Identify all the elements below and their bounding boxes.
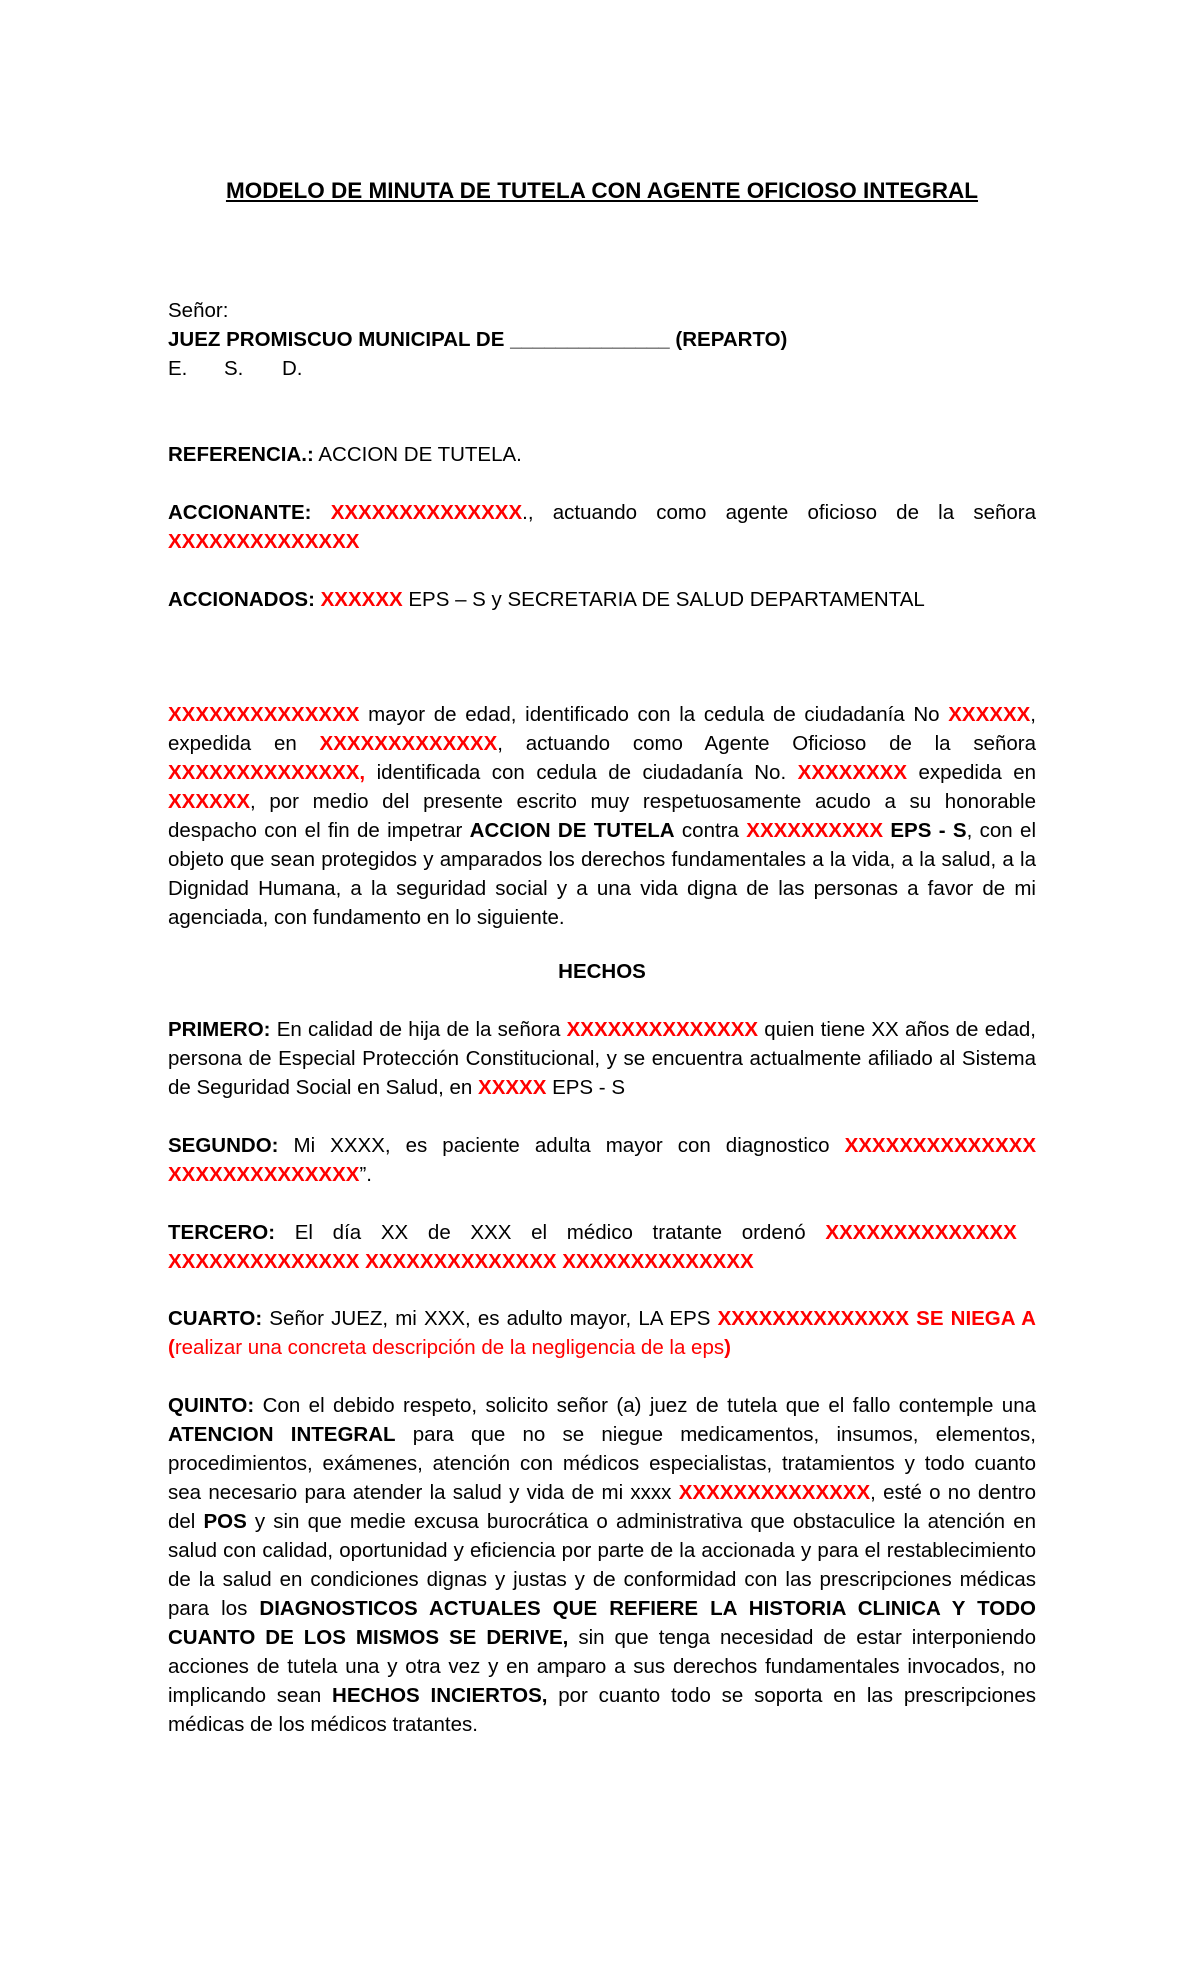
salutation: Señor: bbox=[168, 299, 229, 322]
document-title: MODELO DE MINUTA DE TUTELA CON AGENTE OFICIOSO INTEGRAL bbox=[225, 178, 979, 203]
fact-tercero bbox=[168, 1218, 1018, 1276]
intro-agent-name: XXXXXXXXXXXXXX bbox=[168, 703, 360, 726]
fact-placeholder: XXXXXXXXXXXXXX bbox=[566, 1018, 759, 1041]
intro-text: , actuando como Agente Oficioso de la señora bbox=[497, 732, 1037, 755]
fact-text: Señor JUEZ, mi XXX, es adulto mayor, LA EPS bbox=[262, 1307, 718, 1330]
fact-segundo bbox=[168, 1131, 1036, 1189]
intro-eps-type: EPS - S bbox=[883, 819, 967, 842]
intro-principal-issued-place: XXXXXX bbox=[168, 790, 251, 813]
intro-text: , con el objeto que sean protegidos y amparados los derechos fundamentales a la vida, a la salud, a la Dignidad Humana, a la seguridad social y a una vida digna de las personas a favor de mi agenciada, con fundamento en lo siguiente. bbox=[168, 819, 1037, 929]
referencia-line bbox=[168, 440, 1036, 469]
intro-action-name: ACCION DE TUTELA bbox=[469, 819, 675, 842]
intro-text: expedida en bbox=[907, 761, 1036, 784]
intro-text: mayor de edad, identificado con la cedula de ciudadanía No bbox=[359, 703, 949, 726]
accionados-label: ACCIONADOS: bbox=[168, 588, 315, 611]
fact-emphasis: HECHOS INCIERTOS, bbox=[332, 1684, 548, 1707]
intro-text: contra bbox=[674, 819, 747, 842]
intro-text: , expedida en bbox=[168, 703, 1036, 755]
fact-placeholder: XXXXXXXXXXXXXX XXXXXXXXXXXXXX bbox=[168, 1134, 1036, 1186]
fact-label: TERCERO: bbox=[168, 1221, 276, 1244]
accionante-paragraph bbox=[168, 498, 1036, 556]
fact-text: por cuanto todo se soporta en las prescripciones médicas de los médicos tratantes. bbox=[168, 1684, 1036, 1736]
accionados-text: EPS – S y SECRETARIA DE SALUD DEPARTAMENTAL bbox=[402, 588, 925, 611]
fact-text: EPS - S bbox=[546, 1076, 625, 1099]
fact-instruction: realizar una concreta descripción de la negligencia de la eps bbox=[174, 1336, 725, 1359]
intro-eps-name: XXXXXXXXXX bbox=[746, 819, 883, 842]
fact-text: El día XX de XXX el médico tratante ordenó bbox=[275, 1221, 826, 1244]
fact-placeholder: XXXXXXXXXXXXXX bbox=[678, 1481, 871, 1504]
fact-text: ”. bbox=[359, 1163, 372, 1186]
fact-quinto bbox=[168, 1391, 1036, 1739]
fact-label: CUARTO: bbox=[168, 1307, 263, 1330]
fact-text: y sin que medie excusa burocrática o administrativa que obstaculice la atención en salud con calidad, oportunidad y eficiencia por parte de la accionada y para el restablecimiento de la salud en condiciones dignas y justas y de conformidad con las prescripciones médicas para los bbox=[168, 1510, 1036, 1620]
fact-label: SEGUNDO: bbox=[168, 1134, 279, 1157]
intro-text: , por medio del presente escrito muy respetuosamente acudo a su honorable despacho con el fin de impetrar bbox=[168, 790, 1036, 842]
fact-text: quien tiene XX años de edad, persona de Especial Protección Constitucional, y se encuentra actualmente afiliado al Sistema de Seguridad Social en Salud, en bbox=[168, 1018, 1036, 1099]
fact-emphasis: DIAGNOSTICOS ACTUALES QUE REFIERE LA HISTORIA CLINICA Y TODO CUANTO DE LOS MISMOS SE DERIVE, bbox=[168, 1597, 1036, 1649]
accionante-name: XXXXXXXXXXXXXX bbox=[330, 501, 523, 524]
fact-text: En calidad de hija de la señora bbox=[270, 1018, 567, 1041]
referencia-text: ACCION DE TUTELA. bbox=[313, 443, 522, 466]
fact-text: sin que tenga necesidad de estar interponiendo acciones de tutela una y otra vez y en amparo a sus derechos fundamentales invocados, no implicando sean bbox=[168, 1626, 1036, 1707]
fact-emphasis: ATENCION INTEGRAL bbox=[168, 1423, 396, 1446]
fact-text: Mi XXXX, es paciente adulta mayor con diagnostico bbox=[278, 1134, 845, 1157]
fact-label: QUINTO: bbox=[168, 1394, 255, 1417]
intro-principal-name: XXXXXXXXXXXXXX, bbox=[168, 761, 366, 784]
accionados-entity: XXXXXX bbox=[320, 588, 403, 611]
fact-cuarto bbox=[168, 1304, 1036, 1362]
accionados-line bbox=[168, 585, 1036, 614]
esd-d: D. bbox=[282, 357, 303, 380]
fact-text: para que no se niegue medicamentos, insumos, elementos, procedimientos, exámenes, atención con médicos especialistas, tratamientos y todo cuanto sea necesario para atender la salud y vida de mi xxxx bbox=[168, 1423, 1036, 1504]
fact-text: Con el debido respeto, solicito señor (a) juez de tutela que el fallo contemple una bbox=[254, 1394, 1036, 1417]
fact-label: PRIMERO: bbox=[168, 1018, 271, 1041]
fact-text: , esté o no dentro del bbox=[168, 1481, 1037, 1533]
fact-emphasis: POS bbox=[203, 1510, 247, 1533]
fact-placeholder: XXXXXXXXXXXXXX SE NIEGA A ( bbox=[168, 1307, 1036, 1359]
fact-placeholder: XXXXX bbox=[478, 1076, 547, 1099]
intro-id-number: XXXXXX bbox=[948, 703, 1031, 726]
fact-placeholder: XXXXXXXXXXXXXX XXXXXXXXXXXXXX XXXXXXXXXXXXXX XXXXXXXXXXXXXX bbox=[168, 1221, 1017, 1273]
fact-placeholder: ) bbox=[724, 1336, 731, 1359]
intro-issued-place: XXXXXXXXXXXXX bbox=[319, 732, 498, 755]
referencia-label: REFERENCIA.: bbox=[168, 443, 314, 466]
judge-line: JUEZ PROMISCUO MUNICIPAL DE ______________ (REPARTO) bbox=[168, 328, 788, 351]
esd-line bbox=[168, 354, 1036, 383]
intro-text: identificada con cedula de ciudadanía No. bbox=[365, 761, 798, 784]
accionante-text: ., actuando como agente oficioso de la señora bbox=[522, 501, 1037, 524]
fact-primero bbox=[168, 1015, 1036, 1102]
intro-principal-id: XXXXXXXX bbox=[797, 761, 908, 784]
intro-paragraph bbox=[168, 700, 1036, 932]
accionante-agent: XXXXXXXXXXXXXX bbox=[168, 530, 360, 553]
esd-s: S. bbox=[224, 357, 244, 380]
accionante-label: ACCIONANTE: bbox=[168, 501, 312, 524]
address-block bbox=[168, 296, 1036, 383]
esd-e: E. bbox=[168, 357, 188, 380]
hechos-heading: HECHOS bbox=[558, 960, 646, 983]
